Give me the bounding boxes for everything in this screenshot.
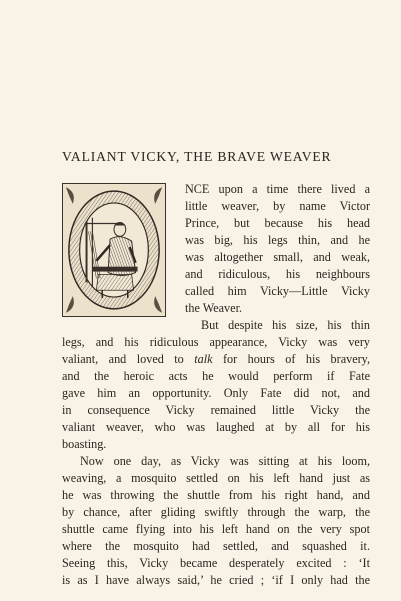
text-line: Seeing this, Vicky became desperately excited : ‘It — [62, 556, 370, 570]
text-line: little weaver, by name Victor — [185, 199, 370, 213]
text-line: legs, and his ridiculous appearance, Vicky was very — [62, 335, 370, 349]
text-line: shuttle came flying into his left hand on the very spot — [62, 522, 370, 536]
text-line: he was throwing the shuttle from his right hand, and — [62, 488, 370, 502]
text-line: valiant weaver, who was laughed at by all for his — [62, 420, 370, 434]
text-line: in consequence Vicky remained little Vicky the — [62, 403, 370, 417]
paragraph-first-line: But despite his size, his thin — [201, 318, 370, 332]
text-line: NCE upon a time there lived a — [185, 182, 370, 196]
chapter-title: VALIANT VICKY, THE BRAVE WEAVER — [62, 149, 332, 164]
text-line: the Weaver. — [185, 301, 242, 315]
text-line: gave him an opportunity. Only Fate did not, and — [62, 386, 370, 400]
illustrated-drop-cap — [62, 183, 166, 317]
text-line: called him Vicky—Little Vicky — [185, 284, 370, 298]
paragraph-first-line: Now one day, as Vicky was sitting at his loom, — [80, 454, 370, 468]
text-line: by chance, after gliding swiftly through the warp, the — [62, 505, 370, 519]
weaver-illustration — [63, 184, 165, 316]
text-line: was big, his legs thin, and he — [185, 233, 370, 247]
text-line: and ridiculous, his neighbours — [185, 267, 370, 281]
text-line: is as I have always said,’ he cried ; ‘if I only had the — [62, 573, 370, 587]
text-line: was altogether small, and weak, — [185, 250, 370, 264]
text-line: Prince, but because his head — [185, 216, 370, 230]
text-line: boasting. — [62, 437, 107, 451]
text-line: and the heroic acts he would perform if Fate — [62, 369, 370, 383]
text-line: weaving, a mosquito settled on his left hand just as — [62, 471, 370, 485]
emphasis-word: talk — [194, 352, 213, 366]
text-line-with-emphasis: valiant, and loved to talk for hours of his bravery, — [62, 352, 371, 366]
text-line: where the mosquito had settled, and squashed it. — [62, 539, 370, 553]
